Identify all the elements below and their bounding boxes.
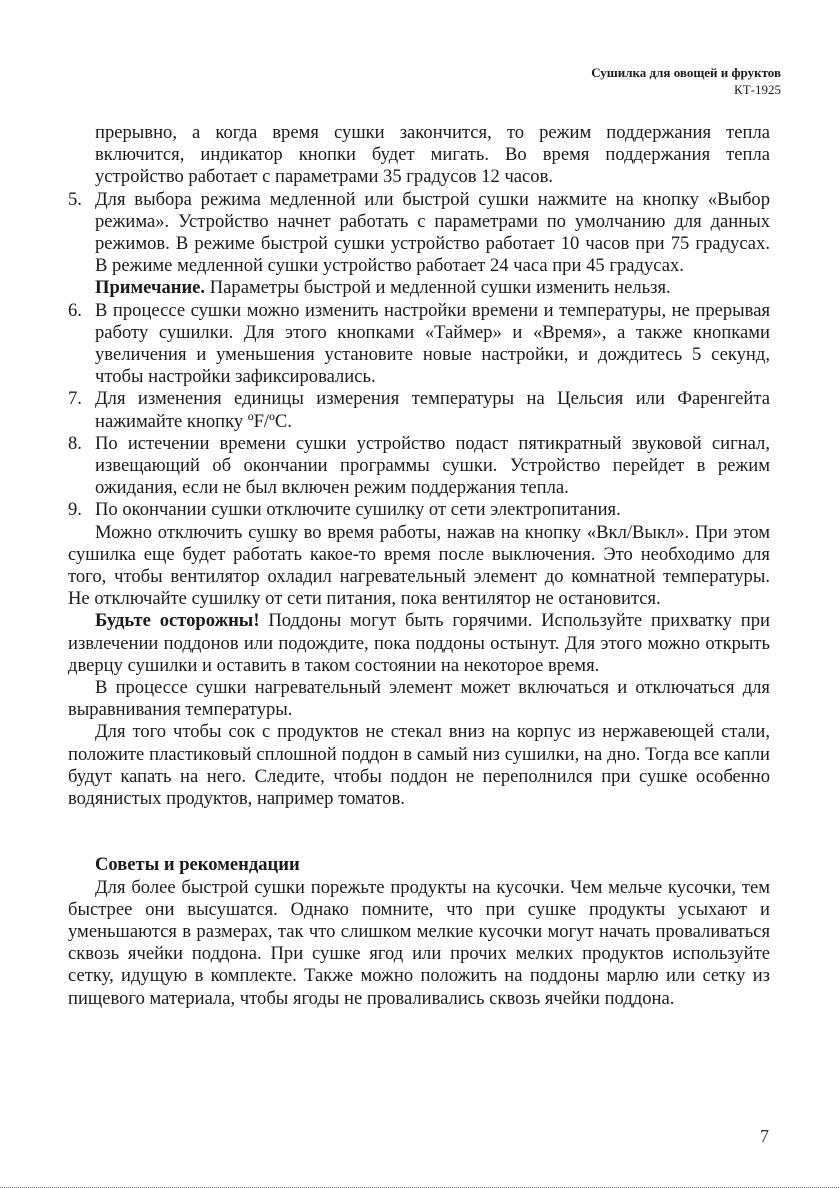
- heater-paragraph: В процессе сушки нагревательный элемент может включаться и отключаться для выравнивания температуры.: [68, 677, 770, 721]
- list-number: 7.: [68, 388, 82, 410]
- juice-paragraph: Для того чтобы сок с продуктов не стекал вниз на корпус из нержавеющей стали, положите пластиковый сплошной поддон в самый низ сушилки, на дно. Тогда все капли будут капать на него. Следите, чтобы поддон не переполнился при сушке особенно водянистых продуктов, например томатов.: [68, 721, 770, 810]
- list-number: 6.: [68, 299, 82, 321]
- list-item-8: [68, 433, 770, 500]
- list-number: 8.: [68, 432, 82, 454]
- list-number: 9.: [68, 499, 82, 521]
- list-item-text: По истечении времени сушки устройство подаст пятикратный звуковой сигнал, извещающий об окончании программы сушки. Устройство перейдет в режим ожидания, если не был включен режим поддержания тепла.: [95, 432, 770, 499]
- tips-paragraph: Для более быстрой сушки порежьте продукты на кусочки. Чем мельче кусочки, тем быстрее они высушатся. Однако помните, что при сушке продукты усыхают и уменьшаются в размерах, так что слишком мелкие кусочки могут начать проваливаться сквозь ячейки поддона. При сушке ягод или прочих мелких продуктов используйте сетку, идущую в комплекте. Также можно положить на поддоны марлю или сетку из пищевого материала, чтобы ягоды не проваливались сквозь ячейки поддона.: [68, 876, 770, 1009]
- header-title: Сушилка для овощей и фруктов: [591, 65, 781, 80]
- list-item-6: [68, 300, 770, 389]
- header-model: КТ-1925: [734, 82, 781, 97]
- list-item-text: Для выбора режима медленной или быстрой сушки нажмите на кнопку «Выбор режима». Устройство начнет работать с параметрами по умолчанию для данных режимов. В режиме быстрой сушки устройство работает 10 часов при 75 градусах. В режиме медленной сушки устройство работает 24 часа при 45 градусах.: [95, 188, 770, 277]
- list-item-7: [68, 388, 770, 432]
- list-item-text: По окончании сушки отключите сушилку от сети электропитания.: [95, 499, 621, 521]
- running-header: [591, 64, 781, 98]
- list-item-9: [68, 499, 770, 521]
- page-body: [68, 122, 770, 1010]
- bottom-divider: [0, 1187, 839, 1188]
- list-item-text: В процессе сушки можно изменить настройки времени и температуры, не прерывая работу сушилки. Для этого кнопками «Таймер» и «Время», а также кнопками увеличения и уменьшения установите новые настройки, и дождитесь 5 секунд, чтобы настройки зафиксировались.: [95, 299, 770, 388]
- list-item-5: [68, 189, 770, 300]
- section-spacer: [68, 810, 770, 854]
- caution-paragraph: [68, 610, 770, 677]
- list-number: 5.: [68, 188, 82, 210]
- page-number: 7: [760, 1126, 769, 1146]
- note-label: Примечание.: [95, 277, 206, 299]
- list-item-text: Для изменения единицы измерения температуры на Цельсия или Фаренгейта нажимайте кнопку ºF/ºC.: [95, 388, 770, 432]
- power-off-paragraph: Можно отключить сушку во время работы, нажав на кнопку «Вкл/Выкл». При этом сушилка еще будет работать какое-то время после выключения. Это необходимо для того, чтобы вентилятор охладил нагревательный элемент до комнатной температуры. Не отключайте сушилку от сети питания, пока вентилятор не остановится.: [68, 521, 770, 610]
- caution-label: Будьте осторожны!: [95, 610, 260, 632]
- section-heading: Советы и рекомендации: [95, 854, 300, 876]
- note-text: Параметры быстрой и медленной сушки изменить нельзя.: [205, 277, 671, 299]
- continuation-paragraph: прерывно, а когда время сушки закончится, то режим поддержания тепла включится, индикатор кнопки будет мигать. Во время поддержания тепла устройство работает с параметрами 35 градусов 12 часов.: [95, 122, 770, 188]
- caution-text: Поддоны могут быть горячими. Используйте прихватку при извлечении поддонов или подождите, пока поддоны остынут. Для этого можно открыть дверцу сушилки и оставить в таком состоянии на некоторое время.: [68, 610, 770, 676]
- note-paragraph: [95, 277, 770, 299]
